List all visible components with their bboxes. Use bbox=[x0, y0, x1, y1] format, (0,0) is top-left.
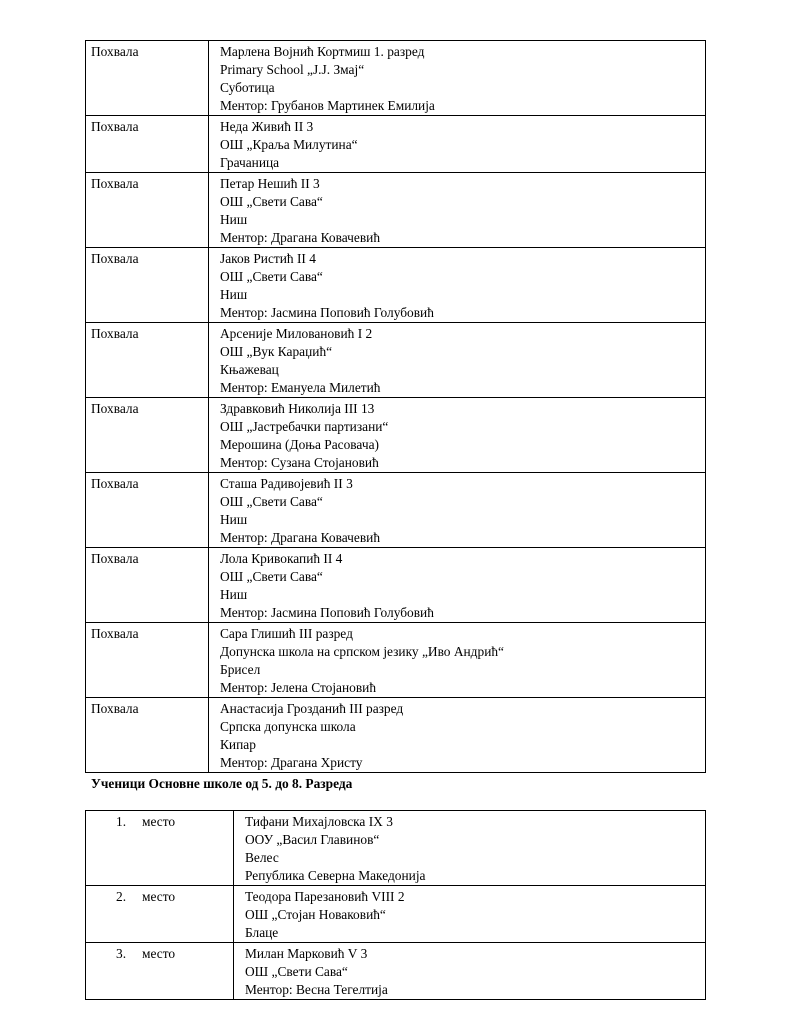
city: Суботица bbox=[220, 80, 275, 95]
award-label: Похвала bbox=[91, 626, 139, 641]
school-name: ОШ „Краља Милутина“ bbox=[220, 137, 358, 152]
school-name: ОШ „Свети Сава“ bbox=[220, 269, 323, 284]
school-name: ООУ „Васил Главинов“ bbox=[245, 832, 380, 847]
student-cell bbox=[209, 548, 706, 623]
mentor: Ментор: Весна Тегелтија bbox=[245, 982, 388, 997]
table-row bbox=[86, 41, 706, 116]
school-name: ОШ „Свети Сава“ bbox=[245, 964, 348, 979]
city: Велес bbox=[245, 850, 279, 865]
school-name: ОШ „Вук Караџић“ bbox=[220, 344, 333, 359]
student-name: Здравковић Николија III 13 bbox=[220, 401, 375, 416]
student-cell bbox=[209, 323, 706, 398]
student-name: Милан Марковић V 3 bbox=[245, 946, 368, 961]
city: Ниш bbox=[220, 512, 248, 527]
city: Блаце bbox=[245, 925, 279, 940]
award-cell bbox=[86, 623, 209, 698]
mentor: Ментор: Драгана Ковачевић bbox=[220, 530, 381, 545]
student-name: Неда Живић II 3 bbox=[220, 119, 314, 134]
student-name: Марлена Војнић Кортмиш 1. разред bbox=[220, 44, 425, 59]
place-label: место bbox=[142, 946, 176, 961]
city: Брисел bbox=[220, 662, 261, 677]
student-name: Тифани Михајловска IX 3 bbox=[245, 814, 393, 829]
table-row bbox=[86, 548, 706, 623]
school-name: ОШ „Свети Сава“ bbox=[220, 194, 323, 209]
student-name: Јаков Ристић II 4 bbox=[220, 251, 316, 266]
award-label: Похвала bbox=[91, 119, 139, 134]
student-cell bbox=[234, 886, 706, 943]
award-label: Похвала bbox=[91, 44, 139, 59]
award-label: Похвала bbox=[91, 176, 139, 191]
section-heading: Ученици Основне школе од 5. до 8. Разреда bbox=[91, 776, 353, 791]
table-row bbox=[86, 698, 706, 773]
award-label: Похвала bbox=[91, 701, 139, 716]
student-name: Сара Глишић III разред bbox=[220, 626, 353, 641]
award-label: Похвала bbox=[91, 326, 139, 341]
place-number: 1. bbox=[116, 814, 127, 829]
place-label: место bbox=[142, 889, 176, 904]
award-label: Похвала bbox=[91, 476, 139, 491]
mentor: Ментор: Јасмина Поповић Голубовић bbox=[220, 305, 434, 320]
mentor: Ментор: Јелена Стојановић bbox=[220, 680, 377, 695]
school-name: Српска допунска школа bbox=[220, 719, 356, 734]
table-row bbox=[86, 473, 706, 548]
mentor: Ментор: Сузана Стојановић bbox=[220, 455, 379, 470]
school-name: ОШ „Јастребачки партизани“ bbox=[220, 419, 389, 434]
award-cell bbox=[86, 41, 209, 116]
table-row bbox=[86, 323, 706, 398]
mentor: Ментор: Драгана Христу bbox=[220, 755, 363, 770]
student-name: Анастасија Грозданић III разред bbox=[220, 701, 404, 716]
place-cell bbox=[86, 811, 234, 886]
city: Ниш bbox=[220, 287, 248, 302]
city: Ниш bbox=[220, 212, 248, 227]
student-name: Петар Нешић II 3 bbox=[220, 176, 320, 191]
student-cell bbox=[209, 698, 706, 773]
student-name: Сташа Радивојевић II 3 bbox=[220, 476, 353, 491]
award-cell bbox=[86, 698, 209, 773]
table-row bbox=[86, 398, 706, 473]
table-row bbox=[86, 943, 706, 1000]
place-number: 2. bbox=[116, 889, 127, 904]
city: Грачаница bbox=[220, 155, 280, 170]
award-cell bbox=[86, 398, 209, 473]
student-name: Лола Кривокапић II 4 bbox=[220, 551, 343, 566]
city: Кипар bbox=[220, 737, 256, 752]
places-table bbox=[85, 810, 706, 1000]
award-cell bbox=[86, 173, 209, 248]
place-cell bbox=[86, 943, 234, 1000]
mentor: Ментор: Грубанов Мартинек Емилија bbox=[220, 98, 435, 113]
award-cell bbox=[86, 248, 209, 323]
table-row bbox=[86, 623, 706, 698]
student-cell bbox=[209, 41, 706, 116]
mentor: Ментор: Емануела Милетић bbox=[220, 380, 381, 395]
school-name: Допунска школа на српском језику „Иво Андрић“ bbox=[220, 644, 504, 659]
student-cell bbox=[209, 248, 706, 323]
school-name: Primary School „J.J. Змај“ bbox=[220, 62, 365, 77]
award-cell bbox=[86, 116, 209, 173]
place-number: 3. bbox=[116, 946, 127, 961]
city: Ниш bbox=[220, 587, 248, 602]
mentor: Ментор: Драгана Ковачевић bbox=[220, 230, 381, 245]
school-name: ОШ „Свети Сава“ bbox=[220, 494, 323, 509]
student-cell bbox=[209, 398, 706, 473]
award-cell bbox=[86, 323, 209, 398]
student-cell bbox=[234, 811, 706, 886]
mentor: Ментор: Јасмина Поповић Голубовић bbox=[220, 605, 434, 620]
school-name: ОШ „Стојан Новаковић“ bbox=[245, 907, 386, 922]
award-cell bbox=[86, 548, 209, 623]
table-row bbox=[86, 811, 706, 886]
place-cell bbox=[86, 886, 234, 943]
table-row bbox=[86, 886, 706, 943]
place-label: место bbox=[142, 814, 176, 829]
student-name: Теодора Парезановић VIII 2 bbox=[245, 889, 405, 904]
city: Мерошина (Доња Расовача) bbox=[220, 437, 379, 452]
student-cell bbox=[209, 623, 706, 698]
table-row bbox=[86, 248, 706, 323]
table-row bbox=[86, 173, 706, 248]
student-cell bbox=[209, 473, 706, 548]
award-label: Похвала bbox=[91, 251, 139, 266]
student-cell bbox=[209, 173, 706, 248]
student-cell bbox=[209, 116, 706, 173]
city: Књажевац bbox=[220, 362, 279, 377]
student-cell bbox=[234, 943, 706, 1000]
country: Република Северна Македонија bbox=[245, 868, 426, 883]
award-label: Похвала bbox=[91, 551, 139, 566]
student-name: Арсеније Миловановић I 2 bbox=[220, 326, 373, 341]
awards-table bbox=[85, 40, 706, 773]
award-label: Похвала bbox=[91, 401, 139, 416]
school-name: ОШ „Свети Сава“ bbox=[220, 569, 323, 584]
award-cell bbox=[86, 473, 209, 548]
table-row bbox=[86, 116, 706, 173]
